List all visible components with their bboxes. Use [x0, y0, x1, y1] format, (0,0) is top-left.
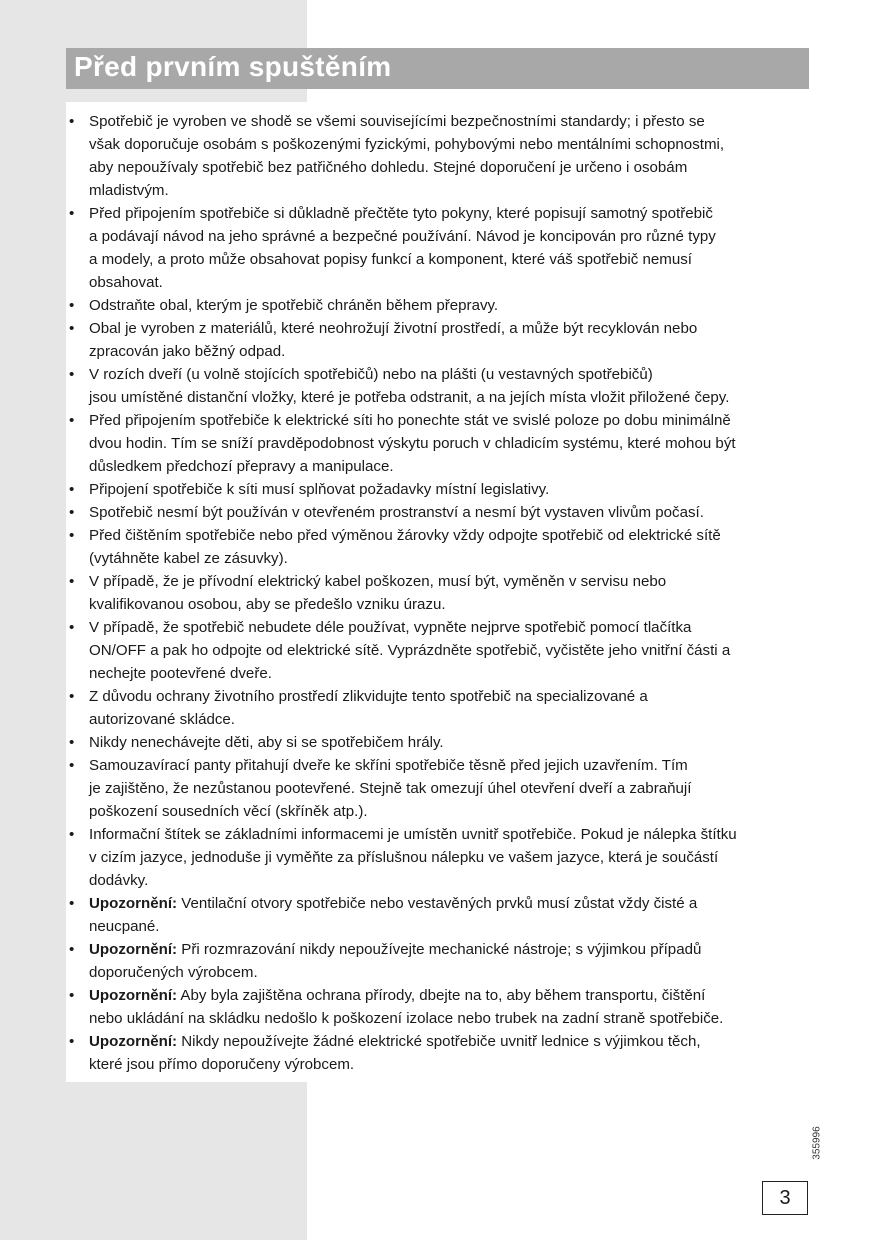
bullet-icon: •	[69, 734, 75, 751]
section-heading-bar	[66, 48, 809, 89]
list-item	[66, 409, 809, 478]
warning-label: Upozornění:	[89, 1033, 178, 1050]
item-text: Při rozmrazování nikdy nepoužívejte mechanické nástroje; s výjimkou případů doporučených výrobcem.	[89, 941, 702, 981]
item-text: V rozích dveří (u volně stojících spotřebičů) nebo na plášti (u vestavných spotřebičů) jsou umístěné distanční vložky, které je potřeba odstranit, a na jejích místa vložit přiložené čepy.	[89, 366, 730, 406]
item-text: Spotřebič nesmí být používán v otevřeném prostranství a nesmí být vystaven vlivům počasí.	[89, 504, 704, 521]
bullet-icon: •	[69, 481, 75, 498]
list-item	[66, 616, 809, 685]
warning-label: Upozornění:	[89, 987, 178, 1004]
item-text: Nikdy nenechávejte děti, aby si se spotřebičem hrály.	[89, 734, 444, 751]
warning-label: Upozornění:	[89, 895, 178, 912]
list-item	[66, 938, 809, 984]
list-item	[66, 478, 809, 501]
bullet-icon: •	[69, 826, 75, 843]
bullet-icon: •	[69, 619, 75, 636]
item-text: Informační štítek se základními informacemi je umístěn uvnitř spotřebiče. Pokud je nálepka štítku v cizím jazyce, jednoduše ji vyměňte za příslušnou nálepku ve vašem jazyce, která je součástí dodávky.	[89, 826, 737, 889]
list-item	[66, 202, 809, 294]
item-text: Samouzavírací panty přitahují dveře ke skříni spotřebiče těsně před jejich uzavřením. Tím je zajištěno, že nezůstanou pootevřené. Stejně tak omezují úhel otevření dveří a zabraňují poškození sousedních věcí (skříněk atp.).	[89, 757, 692, 820]
warning-label: Upozornění:	[89, 941, 178, 958]
bullet-icon: •	[69, 205, 75, 222]
item-text: Připojení spotřebiče k síti musí splňovat požadavky místní legislativy.	[89, 481, 550, 498]
item-text: Před čištěním spotřebiče nebo před výměnou žárovky vždy odpojte spotřebič od elektrické sítě (vytáhněte kabel ze zásuvky).	[89, 527, 721, 567]
page-title: Před prvním spuštěním	[74, 51, 392, 82]
item-text: Před připojením spotřebiče k elektrické síti ho ponechte stát ve svislé poloze po dobu minimálně dvou hodin. Tím se sníží pravděpodobnost výskytu poruch v chladicím systému, které mohou být důsledkem předchozí přepravy a manipulace.	[89, 412, 736, 475]
list-item	[66, 823, 809, 892]
item-text: V případě, že je přívodní elektrický kabel poškozen, musí být, vyměněn v servisu nebo kvalifikovanou osobou, aby se předešlo vzniku úrazu.	[89, 573, 667, 613]
item-text: Nikdy nepoužívejte žádné elektrické spotřebiče uvnitř lednice s výjimkou těch, které jsou přímo doporučeny výrobcem.	[89, 1033, 701, 1073]
document-code-text: 355996	[811, 1126, 823, 1160]
list-item	[66, 731, 809, 754]
bullet-icon: •	[69, 297, 75, 314]
item-text: Obal je vyroben z materiálů, které neohrožují životní prostředí, a může být recyklován nebo zpracován jako běžný odpad.	[89, 320, 698, 360]
list-item	[66, 524, 809, 570]
bullet-icon: •	[69, 113, 75, 130]
document-code	[810, 1126, 824, 1160]
item-text: Aby byla zajištěna ochrana přírody, dbejte na to, aby během transportu, čištění nebo ukládání na skládku nedošlo k poškození izolace nebo trubek na zadní straně spotřebiče.	[89, 987, 724, 1027]
item-text: Ventilační otvory spotřebiče nebo vestavěných prvků musí zůstat vždy čisté a neucpané.	[89, 895, 698, 935]
bullet-icon: •	[69, 987, 75, 1004]
bullet-icon: •	[69, 320, 75, 337]
bullet-icon: •	[69, 895, 75, 912]
list-item	[66, 570, 809, 616]
bullet-icon: •	[69, 412, 75, 429]
bullet-icon: •	[69, 366, 75, 383]
list-item	[66, 363, 809, 409]
list-item	[66, 294, 809, 317]
list-item	[66, 754, 809, 823]
bullet-icon: •	[69, 504, 75, 521]
list-item	[66, 1030, 809, 1076]
page-number: 3	[762, 1181, 808, 1215]
list-item	[66, 110, 809, 202]
bullet-icon: •	[69, 527, 75, 544]
list-item	[66, 685, 809, 731]
instructions-list	[66, 102, 809, 1076]
instructions-content	[66, 102, 809, 1082]
item-text: Spotřebič je vyroben ve shodě se všemi souvisejícími bezpečnostními standardy; i přesto se však doporučuje osobám s poškozenými fyzickými, pohybovými nebo mentálními schopnostmi, aby nepoužívaly spotřebič bez patřičného dohledu. Stejné doporučení je určeno i osobám mladistvým.	[89, 113, 725, 199]
item-text: V případě, že spotřebič nebudete déle používat, vypněte nejprve spotřebič pomocí tlačítka ON/OFF a pak ho odpojte od elektrické sítě. Vyprázdněte spotřebič, vyčistěte jeho vnitřní části a nechejte pootevřené dveře.	[89, 619, 731, 682]
list-item	[66, 984, 809, 1030]
item-text: Odstraňte obal, kterým je spotřebič chráněn během přepravy.	[89, 297, 499, 314]
bullet-icon: •	[69, 757, 75, 774]
bullet-icon: •	[69, 688, 75, 705]
list-item	[66, 892, 809, 938]
bullet-icon: •	[69, 1033, 75, 1050]
list-item	[66, 317, 809, 363]
item-text: Před připojením spotřebiče si důkladně přečtěte tyto pokyny, které popisují samotný spotřebič a podávají návod na jeho správné a bezpečné používání. Návod je koncipován pro různé typy a modely, a proto může obsahovat popisy funkcí a komponent, které váš spotřebič nemusí obsahovat.	[89, 205, 716, 291]
bullet-icon: •	[69, 573, 75, 590]
bullet-icon: •	[69, 941, 75, 958]
item-text: Z důvodu ochrany životního prostředí zlikvidujte tento spotřebič na specializované a autorizované skládce.	[89, 688, 648, 728]
list-item	[66, 501, 809, 524]
